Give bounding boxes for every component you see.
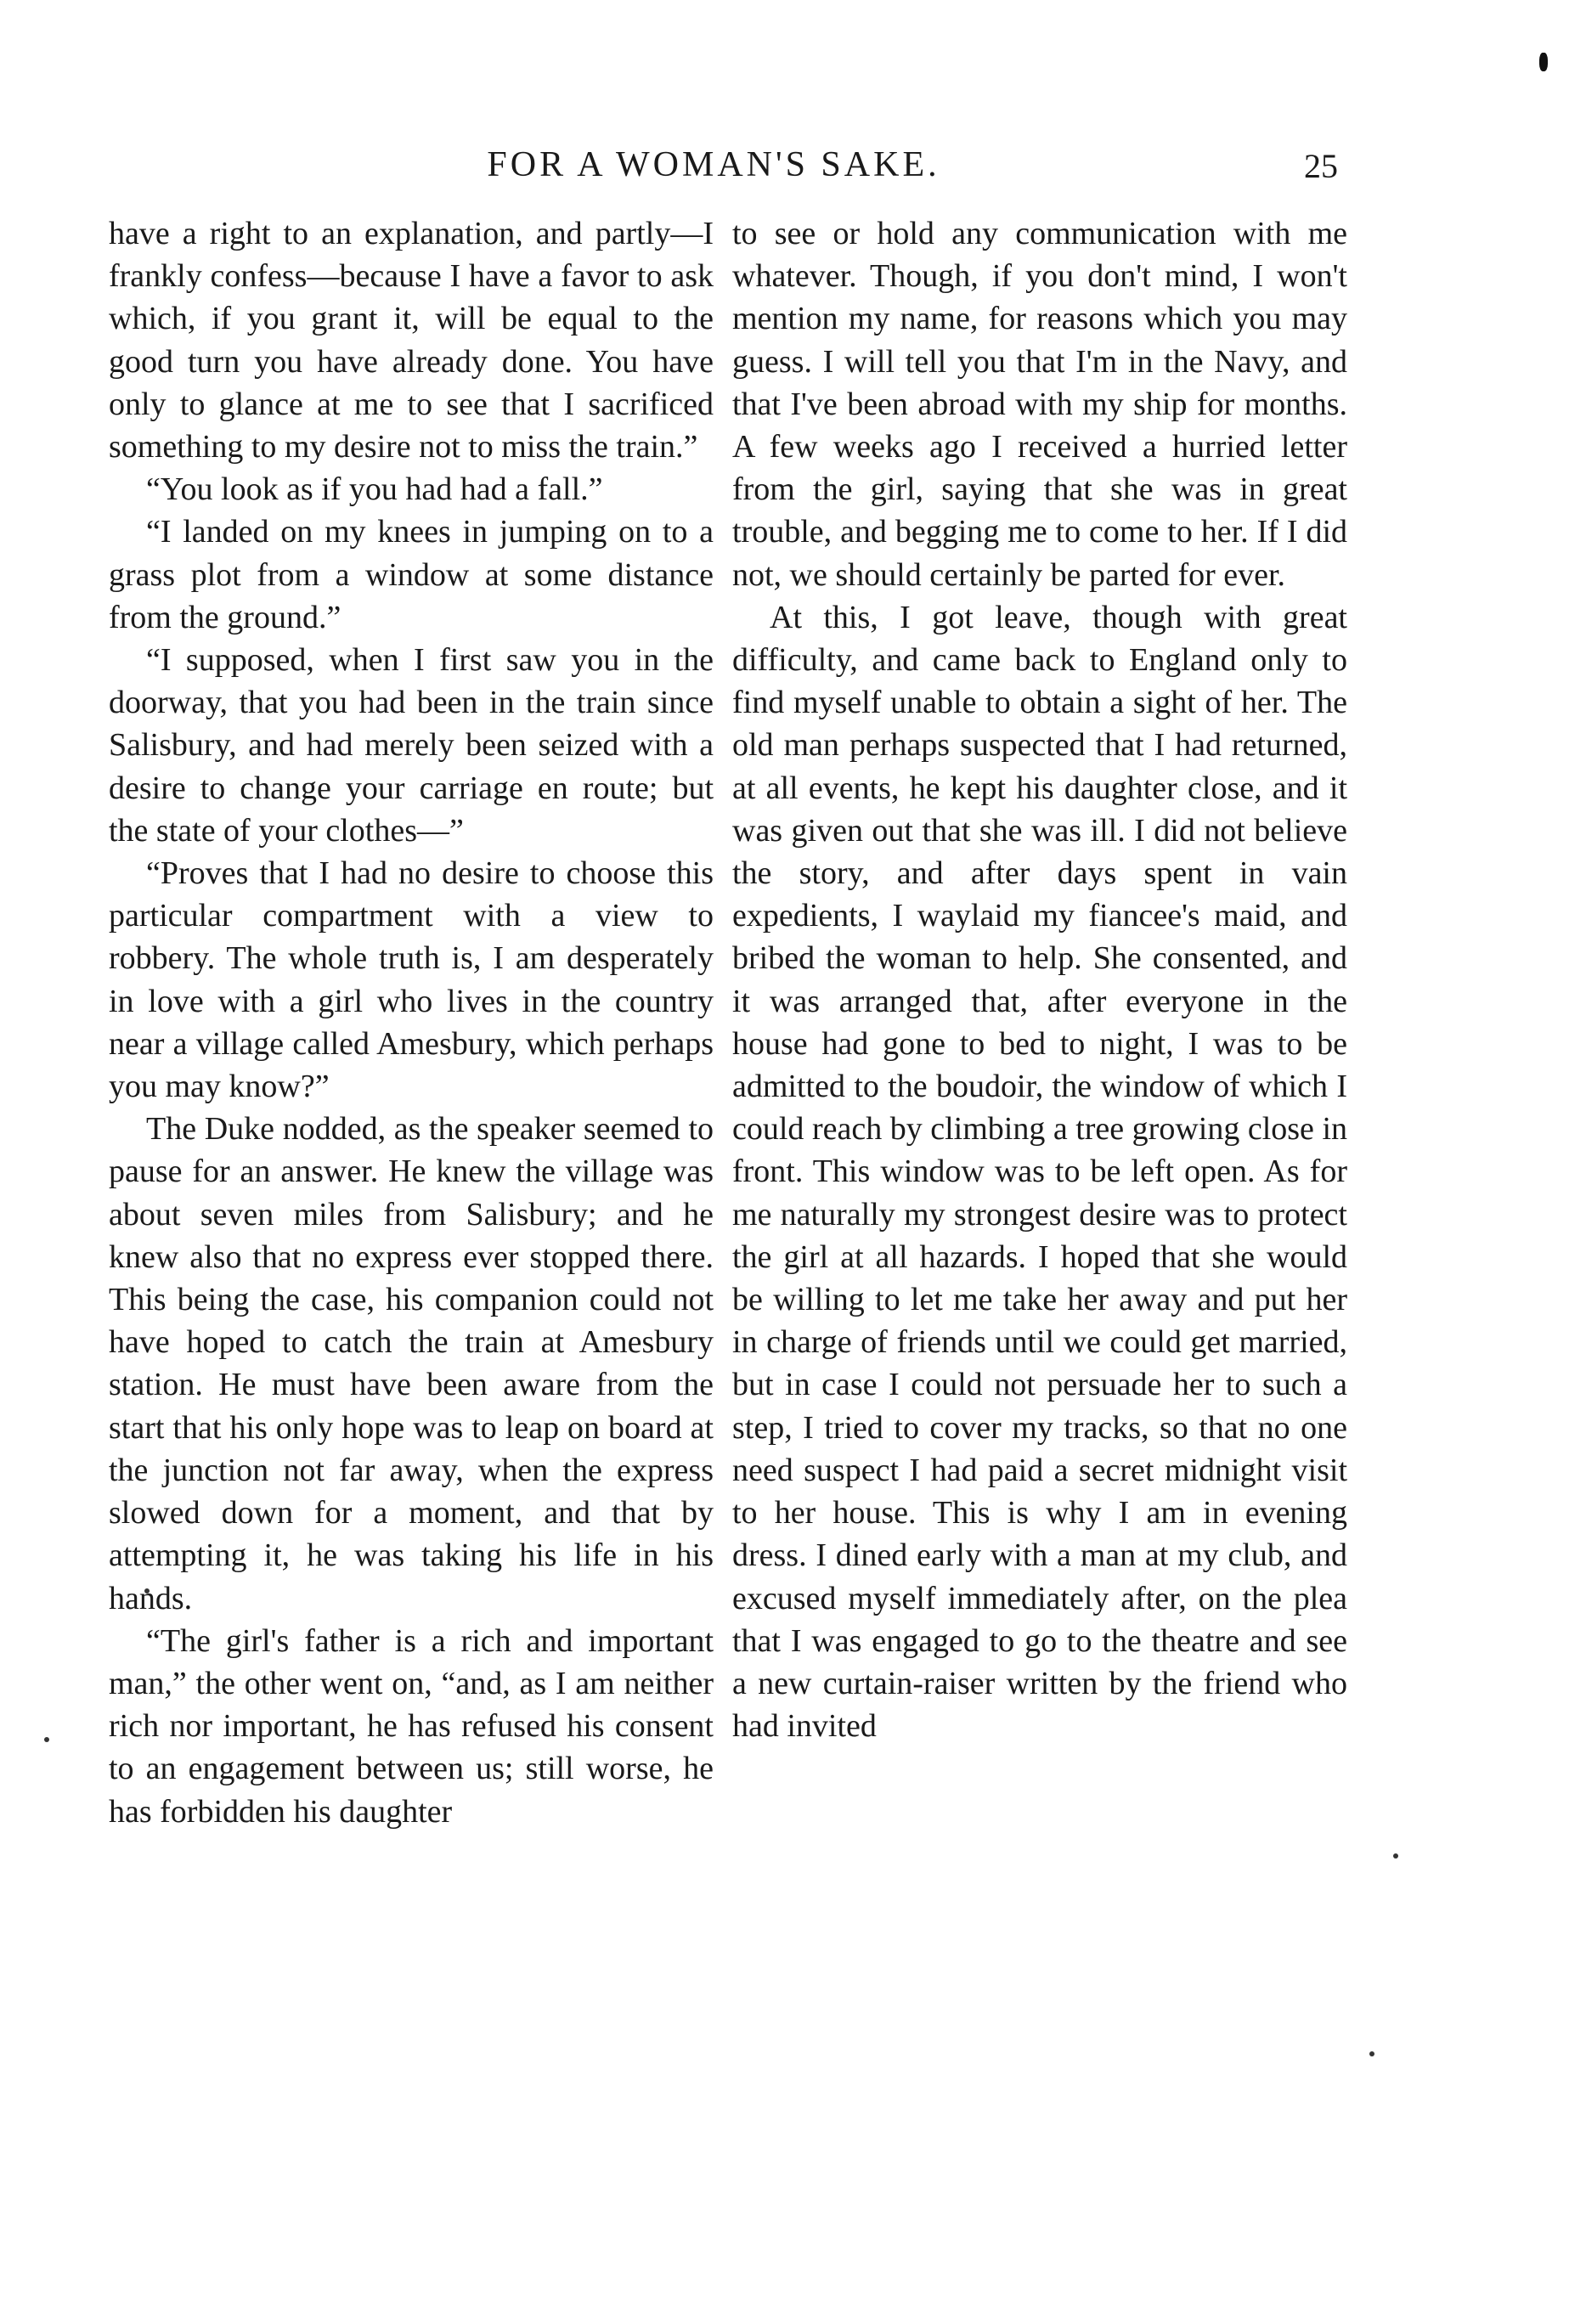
- right-column: [732, 212, 1347, 1747]
- ink-speck: [1393, 1853, 1398, 1859]
- paragraph: “Proves that I had no desire to choose this particular compartment with a view to robbery. The whole truth is, I am desperately in love with a girl who lives in the country near a village called Amesbury, which perhaps you may know?”: [109, 855, 714, 1105]
- running-title: FOR A WOMAN'S SAKE.: [487, 145, 940, 184]
- paragraph: “You look as if you had had a fall.”: [146, 471, 603, 508]
- ink-speck: [44, 1737, 49, 1742]
- paragraph: “I supposed, when I first saw you in the doorway, that you had been in the train since Salisbury, and had merely been seized with a desire to change your carriage en route; but the state of your clothes—”: [109, 642, 714, 849]
- paragraph: to see or hold any communication with me whatever. Though, if you don't mind, I won't mention my name, for reasons which you may guess. I will tell you that I'm in the Navy, and that I've been abroad with my ship for months. A few weeks ago I received a hurried letter from the girl, saying that she was in great trouble, and begging me to come to her. If I did not, we should certainly be parted for ever.: [732, 216, 1347, 593]
- paragraph: The Duke nodded, as the speaker seemed to pause for an answer. He knew the village was about seven miles from Salisbury; and he knew also that no express ever stopped there. This being the case, his companion could not have hoped to catch the train at Amesbury station. He must have been aware from the start that his only hope was to leap on board at the junction not far away, when the express slowed down for a moment, and that by attempting it, he was taking his life in his hands.: [109, 1111, 714, 1616]
- paragraph: have a right to an explanation, and partly—I frankly confess—because I have a favor to ask which, if you grant it, will be equal to the good turn you have already done. You have only to glance at me to see that I sacrificed something to my desire not to miss the train.”: [109, 216, 714, 465]
- running-head: [0, 136, 1586, 187]
- paragraph: “The girl's father is a rich and important man,” the other went on, “and, as I am neither rich nor important, he has refused his consent to an engagement between us; still worse, he has forbidden his daughter: [109, 1622, 714, 1830]
- ink-mark: [1539, 53, 1548, 71]
- ink-speck: [1369, 2051, 1374, 2056]
- paragraph: At this, I got leave, though with great difficulty, and came back to England only to find myself unable to obtain a sight of her. The old man perhaps suspected that I had returned, at all events, he kept his daughter close, and it was given out that she was ill. I did not believe the story, and after days spent in vain expedients, I waylaid my fiancee's maid, and bribed the woman to help. She consented, and it was arranged that, after everyone in the house had gone to bed to night, I was to be admitted to the boudoir, the window of which I could reach by climbing a tree growing close in front. This window was to be left open. As for me naturally my strongest desire was to protect the girl at all hazards. I hoped that she would be willing to let me take her away and put her in charge of friends until we could get married, but in case I could not persuade her to such a step, I tried to cover my tracks, so that no one need suspect I had paid a secret midnight visit to her house. This is why I am in evening dress. I dined early with a man at my club, and excused myself immediately after, on the plea that I was engaged to go to the theatre and see a new curtain-raiser written by the friend who had invited: [732, 599, 1347, 1745]
- left-column: [109, 212, 714, 1833]
- paragraph: “I landed on my knees in jumping on to a grass plot from a window at some distance from the ground.”: [109, 514, 714, 635]
- page-number: 25: [1304, 147, 1338, 185]
